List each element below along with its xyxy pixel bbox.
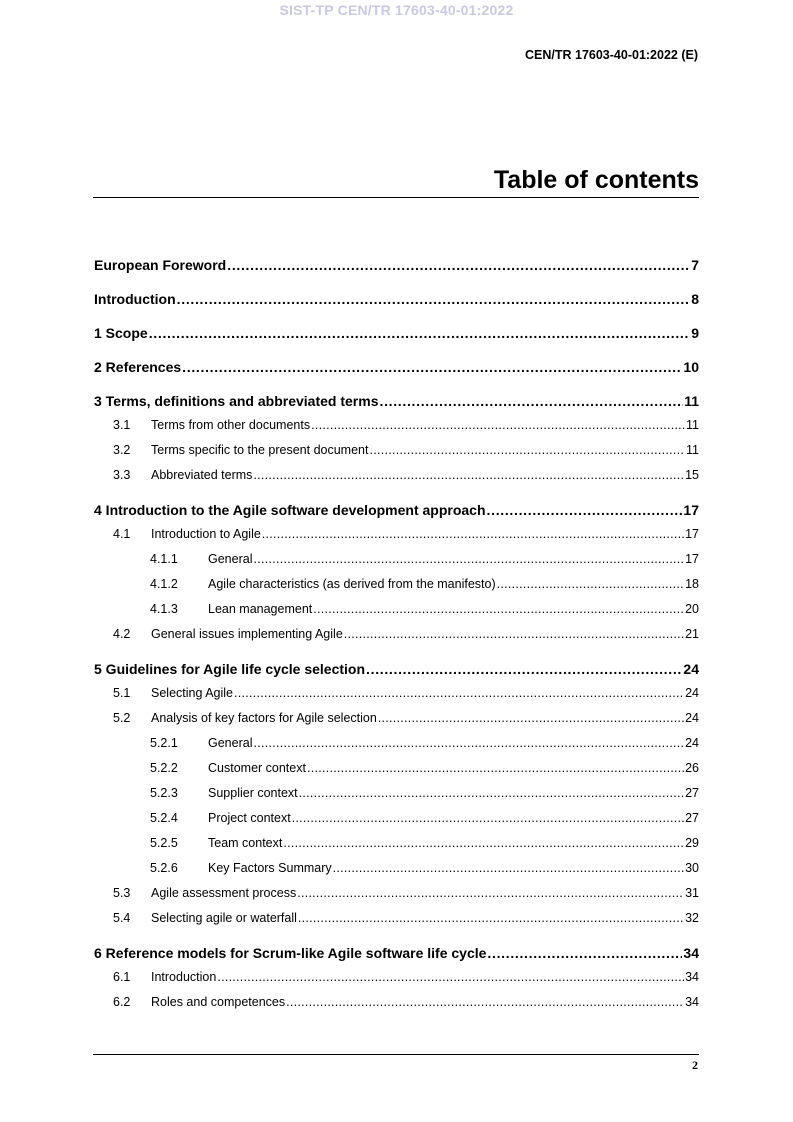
toc-entry-text: Project context: [208, 811, 291, 825]
dot-leader: [497, 572, 684, 597]
toc-page-number: 30: [685, 861, 699, 875]
toc-entry-text: Agile characteristics (as derived from the manifesto): [208, 577, 496, 591]
toc-entry-references[interactable]: [94, 355, 699, 379]
toc-entry-number: 5.2.2: [150, 761, 178, 775]
toc-entry-number: 5.2: [113, 711, 131, 725]
toc-entry-label: [94, 990, 285, 1015]
toc-entry-label: [94, 622, 343, 647]
toc-entry-label: [94, 522, 261, 547]
document-id: CEN/TR 17603-40-01:2022 (E): [525, 48, 698, 62]
dot-leader: [366, 657, 682, 681]
toc-entry-6-1[interactable]: [94, 965, 699, 990]
toc-entry-text: Key Factors Summary: [208, 861, 332, 875]
toc-entry-european-foreword[interactable]: [94, 253, 699, 277]
toc-entry-text: Selecting Agile: [151, 686, 234, 700]
toc-entry-label: 2 References: [94, 359, 182, 375]
toc-entry-number: 4.2: [113, 627, 131, 641]
toc-page-number: 24: [685, 736, 699, 750]
toc-entry-4-1-1[interactable]: [94, 547, 699, 572]
dot-leader: [149, 321, 691, 345]
toc-page-number: 11: [686, 443, 699, 457]
toc-entry-5-2-6[interactable]: [94, 856, 699, 881]
toc-entry-label: [94, 547, 252, 572]
dot-leader: [292, 806, 684, 831]
toc-entry-label: [94, 881, 296, 906]
toc-entry-number: 5.2.5: [150, 836, 178, 850]
toc-entry-text: Supplier context: [208, 786, 298, 800]
dot-leader: [253, 547, 684, 572]
dot-leader: [487, 498, 683, 522]
toc-entry-6-2[interactable]: [94, 990, 699, 1015]
toc-entry-number: 3.3: [113, 468, 131, 482]
dot-leader: [487, 941, 682, 965]
toc-entry-5-2[interactable]: [94, 706, 699, 731]
toc-entry-3-2[interactable]: [94, 438, 699, 463]
toc-entry-3-1[interactable]: [94, 413, 699, 438]
toc-entry-label: [94, 413, 310, 438]
dot-leader: [298, 906, 684, 931]
toc-entry-number: 5.2.1: [150, 736, 178, 750]
footer-divider: [93, 1054, 699, 1055]
toc-entry-5-2-2[interactable]: [94, 756, 699, 781]
toc-entry-4-1-3[interactable]: [94, 597, 699, 622]
dot-leader: [283, 831, 684, 856]
dot-leader: [379, 389, 683, 413]
dot-leader: [234, 681, 684, 706]
toc-entry-number: 5.2.6: [150, 861, 178, 875]
toc-entry-5-3[interactable]: [94, 881, 699, 906]
toc-entry-text: Introduction: [151, 970, 217, 984]
toc-entry-label: [94, 831, 282, 856]
toc-page-number: 27: [685, 786, 699, 800]
toc-page-number: 29: [685, 836, 699, 850]
toc-entry-label: 4 Introduction to the Agile software development approach: [94, 502, 486, 518]
toc-entry-label: Introduction: [94, 291, 176, 307]
toc-entry-number: 4.1: [113, 527, 131, 541]
toc-entry-5-2-3[interactable]: [94, 781, 699, 806]
table-of-contents: [94, 253, 699, 1015]
toc-entry-label: [94, 806, 291, 831]
dot-leader: [217, 965, 684, 990]
toc-entry-number: 4.1.2: [150, 577, 178, 591]
toc-entry-5-2-4[interactable]: [94, 806, 699, 831]
dot-leader: [253, 463, 684, 488]
toc-entry-label: [94, 906, 297, 931]
toc-entry-label: European Foreword: [94, 257, 227, 273]
toc-entry-number: 3.1: [113, 418, 131, 432]
toc-entry-label: 3 Terms, definitions and abbreviated terms: [94, 393, 379, 409]
toc-page-number: 24: [683, 661, 699, 677]
toc-entry-terms[interactable]: [94, 389, 699, 413]
toc-entry-4-2[interactable]: [94, 622, 699, 647]
toc-page-number: 34: [683, 945, 699, 961]
toc-entry-4-1[interactable]: [94, 522, 699, 547]
dot-leader: [227, 253, 690, 277]
dot-leader: [333, 856, 684, 881]
dot-leader: [182, 355, 682, 379]
dot-leader: [299, 781, 684, 806]
dot-leader: [313, 597, 684, 622]
toc-entry-label: [94, 463, 252, 488]
toc-page-number: 15: [685, 468, 699, 482]
toc-page-number: 24: [685, 686, 699, 700]
toc-page-number: 10: [683, 359, 699, 375]
toc-entry-label: [94, 856, 332, 881]
toc-entry-agile-intro[interactable]: [94, 498, 699, 522]
toc-entry-text: Terms specific to the present document: [151, 443, 369, 457]
toc-page-number: 26: [685, 761, 699, 775]
watermark: SIST-TP CEN/TR 17603-40-01:2022: [279, 2, 514, 18]
toc-entry-text: Selecting agile or waterfall: [151, 911, 297, 925]
toc-entry-number: 4.1.3: [150, 602, 178, 616]
toc-entry-label: [94, 756, 306, 781]
toc-page-number: 7: [691, 257, 699, 273]
toc-page-number: 32: [685, 911, 699, 925]
toc-page-number: 27: [685, 811, 699, 825]
toc-entry-label: 5 Guidelines for Agile life cycle selection: [94, 661, 366, 677]
toc-entry-label: [94, 572, 496, 597]
toc-entry-label: 6 Reference models for Scrum-like Agile software life cycle: [94, 945, 487, 961]
toc-page-number: 24: [685, 711, 699, 725]
page-number: 2: [692, 1058, 698, 1072]
toc-page-number: 17: [685, 527, 699, 541]
toc-entry-text: Customer context: [208, 761, 306, 775]
toc-page-number: 34: [685, 970, 699, 984]
toc-entry-number: 6.1: [113, 970, 131, 984]
dot-leader: [297, 881, 684, 906]
toc-entry-5-1[interactable]: [94, 681, 699, 706]
dot-leader: [307, 756, 684, 781]
toc-entry-number: 5.2.4: [150, 811, 178, 825]
dot-leader: [369, 438, 685, 463]
toc-entry-text: General: [208, 552, 253, 566]
toc-entry-number: 5.3: [113, 886, 131, 900]
dot-leader: [177, 287, 691, 311]
dot-leader: [253, 731, 684, 756]
toc-entry-number: 6.2: [113, 995, 131, 1009]
toc-entry-text: Roles and competences: [151, 995, 286, 1009]
toc-entry-number: 4.1.1: [150, 552, 178, 566]
toc-page-number: 34: [685, 995, 699, 1009]
toc-entry-label: [94, 731, 252, 756]
dot-leader: [286, 990, 684, 1015]
toc-entry-text: Analysis of key factors for Agile selection: [151, 711, 377, 725]
toc-entry-text: General issues implementing Agile: [151, 627, 343, 641]
title-divider: [93, 197, 699, 198]
dot-leader: [378, 706, 684, 731]
toc-entry-5-2-1[interactable]: [94, 731, 699, 756]
toc-entry-label: [94, 706, 377, 731]
toc-entry-label: [94, 781, 298, 806]
toc-entry-reference-models[interactable]: [94, 941, 699, 965]
toc-entry-3-3[interactable]: [94, 463, 699, 488]
toc-entry-5-2-5[interactable]: [94, 831, 699, 856]
toc-entry-label: 1 Scope: [94, 325, 148, 341]
toc-entry-label: [94, 438, 368, 463]
dot-leader: [311, 413, 685, 438]
toc-page-number: 18: [685, 577, 699, 591]
toc-entry-5-4[interactable]: [94, 906, 699, 931]
toc-entry-number: 5.1: [113, 686, 131, 700]
toc-entry-text: Team context: [208, 836, 283, 850]
toc-entry-text: Lean management: [208, 602, 313, 616]
toc-page-number: 17: [685, 552, 699, 566]
toc-entry-text: Agile assessment process: [151, 886, 297, 900]
toc-page-number: 31: [685, 886, 699, 900]
toc-page-number: 11: [686, 418, 699, 432]
toc-entry-text: Introduction to Agile: [151, 527, 261, 541]
toc-page-number: 11: [684, 393, 699, 409]
toc-page-number: 21: [685, 627, 699, 641]
toc-entry-label: [94, 681, 233, 706]
toc-entry-text: Terms from other documents: [151, 418, 311, 432]
toc-entry-text: Abbreviated terms: [151, 468, 253, 482]
toc-entry-number: 3.2: [113, 443, 131, 457]
toc-entry-scope[interactable]: [94, 321, 699, 345]
dot-leader: [344, 622, 684, 647]
toc-entry-guidelines[interactable]: [94, 657, 699, 681]
toc-entry-number: 5.4: [113, 911, 131, 925]
toc-entry-text: General: [208, 736, 253, 750]
page-title: Table of contents: [493, 166, 699, 194]
toc-page-number: 17: [683, 502, 699, 518]
toc-entry-introduction[interactable]: [94, 287, 699, 311]
toc-page-number: 8: [691, 291, 699, 307]
toc-page-number: 20: [685, 602, 699, 616]
toc-entry-4-1-2[interactable]: [94, 572, 699, 597]
toc-page-number: 9: [691, 325, 699, 341]
toc-entry-number: 5.2.3: [150, 786, 178, 800]
toc-entry-label: [94, 965, 216, 990]
toc-entry-label: [94, 597, 312, 622]
dot-leader: [262, 522, 684, 547]
